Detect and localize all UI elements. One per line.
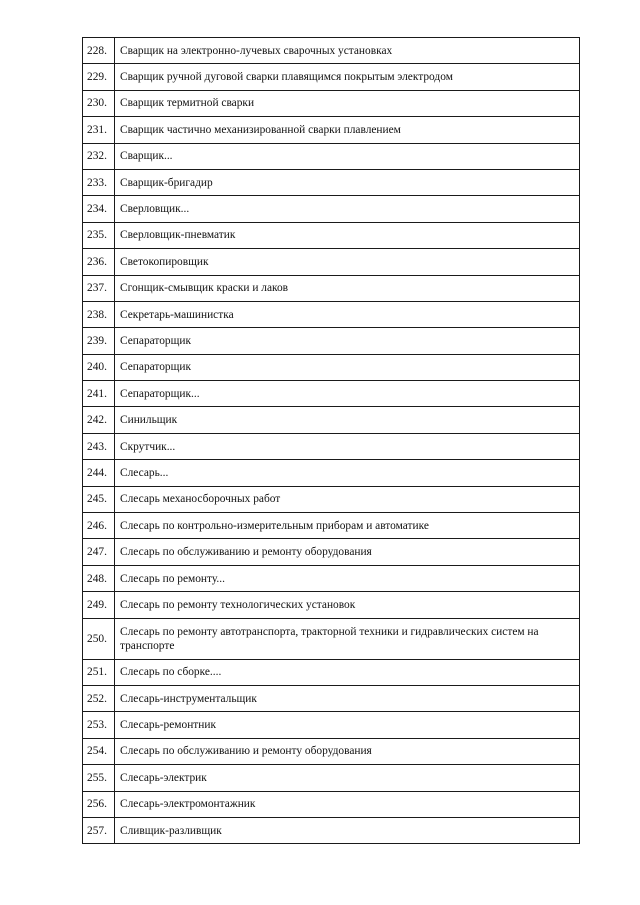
row-number: 231. xyxy=(83,117,115,143)
profession-name: Сепараторщик xyxy=(115,328,580,354)
profession-name: Сварщик на электронно-лучевых сварочных установках xyxy=(115,38,580,64)
table-row xyxy=(83,143,580,169)
row-number: 241. xyxy=(83,381,115,407)
row-number: 253. xyxy=(83,712,115,738)
table-row xyxy=(83,765,580,791)
table-row xyxy=(83,407,580,433)
profession-name: Слесарь... xyxy=(115,460,580,486)
profession-name: Сепараторщик xyxy=(115,354,580,380)
row-number: 250. xyxy=(83,618,115,659)
table-row xyxy=(83,381,580,407)
table-row xyxy=(83,712,580,738)
row-number: 254. xyxy=(83,738,115,764)
row-number: 251. xyxy=(83,659,115,685)
profession-name: Светокопировщик xyxy=(115,249,580,275)
profession-name: Сливщик-разливщик xyxy=(115,817,580,843)
row-number: 256. xyxy=(83,791,115,817)
row-number: 252. xyxy=(83,685,115,711)
table-row xyxy=(83,539,580,565)
table-row xyxy=(83,117,580,143)
profession-name: Слесарь по обслуживанию и ремонту оборудования xyxy=(115,738,580,764)
table-row xyxy=(83,354,580,380)
profession-name: Скрутчик... xyxy=(115,433,580,459)
table-row xyxy=(83,738,580,764)
table-row xyxy=(83,275,580,301)
table-row xyxy=(83,249,580,275)
table-row xyxy=(83,433,580,459)
table-row xyxy=(83,38,580,64)
profession-name: Секретарь-машинистка xyxy=(115,301,580,327)
table-row xyxy=(83,222,580,248)
row-number: 243. xyxy=(83,433,115,459)
row-number: 239. xyxy=(83,328,115,354)
profession-name: Слесарь по ремонту автотранспорта, тракторной техники и гидравлических систем на транспорте xyxy=(115,618,580,659)
table-row xyxy=(83,618,580,659)
row-number: 236. xyxy=(83,249,115,275)
table-row xyxy=(83,196,580,222)
table-row xyxy=(83,513,580,539)
row-number: 242. xyxy=(83,407,115,433)
profession-name: Слесарь-электромонтажник xyxy=(115,791,580,817)
profession-name: Сепараторщик... xyxy=(115,381,580,407)
row-number: 230. xyxy=(83,90,115,116)
row-number: 255. xyxy=(83,765,115,791)
row-number: 246. xyxy=(83,513,115,539)
table-row xyxy=(83,565,580,591)
table-row xyxy=(83,169,580,195)
table-row xyxy=(83,460,580,486)
profession-name: Слесарь по обслуживанию и ремонту оборудования xyxy=(115,539,580,565)
professions-table-body xyxy=(83,38,580,844)
profession-name: Слесарь-электрик xyxy=(115,765,580,791)
row-number: 245. xyxy=(83,486,115,512)
profession-name: Сварщик-бригадир xyxy=(115,169,580,195)
profession-name: Сварщик термитной сварки xyxy=(115,90,580,116)
profession-name: Сверловщик-пневматик xyxy=(115,222,580,248)
table-row xyxy=(83,817,580,843)
profession-name: Слесарь по ремонту... xyxy=(115,565,580,591)
row-number: 237. xyxy=(83,275,115,301)
table-row xyxy=(83,328,580,354)
row-number: 229. xyxy=(83,64,115,90)
table-row xyxy=(83,685,580,711)
table-row xyxy=(83,90,580,116)
profession-name: Сварщик частично механизированной сварки плавлением xyxy=(115,117,580,143)
row-number: 238. xyxy=(83,301,115,327)
table-row xyxy=(83,791,580,817)
row-number: 228. xyxy=(83,38,115,64)
profession-name: Слесарь-инструментальщик xyxy=(115,685,580,711)
professions-table xyxy=(82,37,580,844)
table-row xyxy=(83,301,580,327)
table-row xyxy=(83,486,580,512)
profession-name: Сверловщик... xyxy=(115,196,580,222)
row-number: 247. xyxy=(83,539,115,565)
profession-name: Синильщик xyxy=(115,407,580,433)
row-number: 234. xyxy=(83,196,115,222)
row-number: 257. xyxy=(83,817,115,843)
row-number: 233. xyxy=(83,169,115,195)
profession-name: Слесарь по сборке.... xyxy=(115,659,580,685)
profession-name: Сварщик ручной дуговой сварки плавящимся покрытым электродом xyxy=(115,64,580,90)
table-row xyxy=(83,64,580,90)
row-number: 244. xyxy=(83,460,115,486)
row-number: 248. xyxy=(83,565,115,591)
table-row xyxy=(83,592,580,618)
row-number: 232. xyxy=(83,143,115,169)
profession-name: Сгонщик-смывщик краски и лаков xyxy=(115,275,580,301)
table-row xyxy=(83,659,580,685)
row-number: 235. xyxy=(83,222,115,248)
row-number: 240. xyxy=(83,354,115,380)
profession-name: Слесарь механосборочных работ xyxy=(115,486,580,512)
profession-name: Слесарь по ремонту технологических установок xyxy=(115,592,580,618)
row-number: 249. xyxy=(83,592,115,618)
profession-name: Слесарь по контрольно-измерительным приборам и автоматике xyxy=(115,513,580,539)
profession-name: Слесарь-ремонтник xyxy=(115,712,580,738)
profession-name: Сварщик... xyxy=(115,143,580,169)
